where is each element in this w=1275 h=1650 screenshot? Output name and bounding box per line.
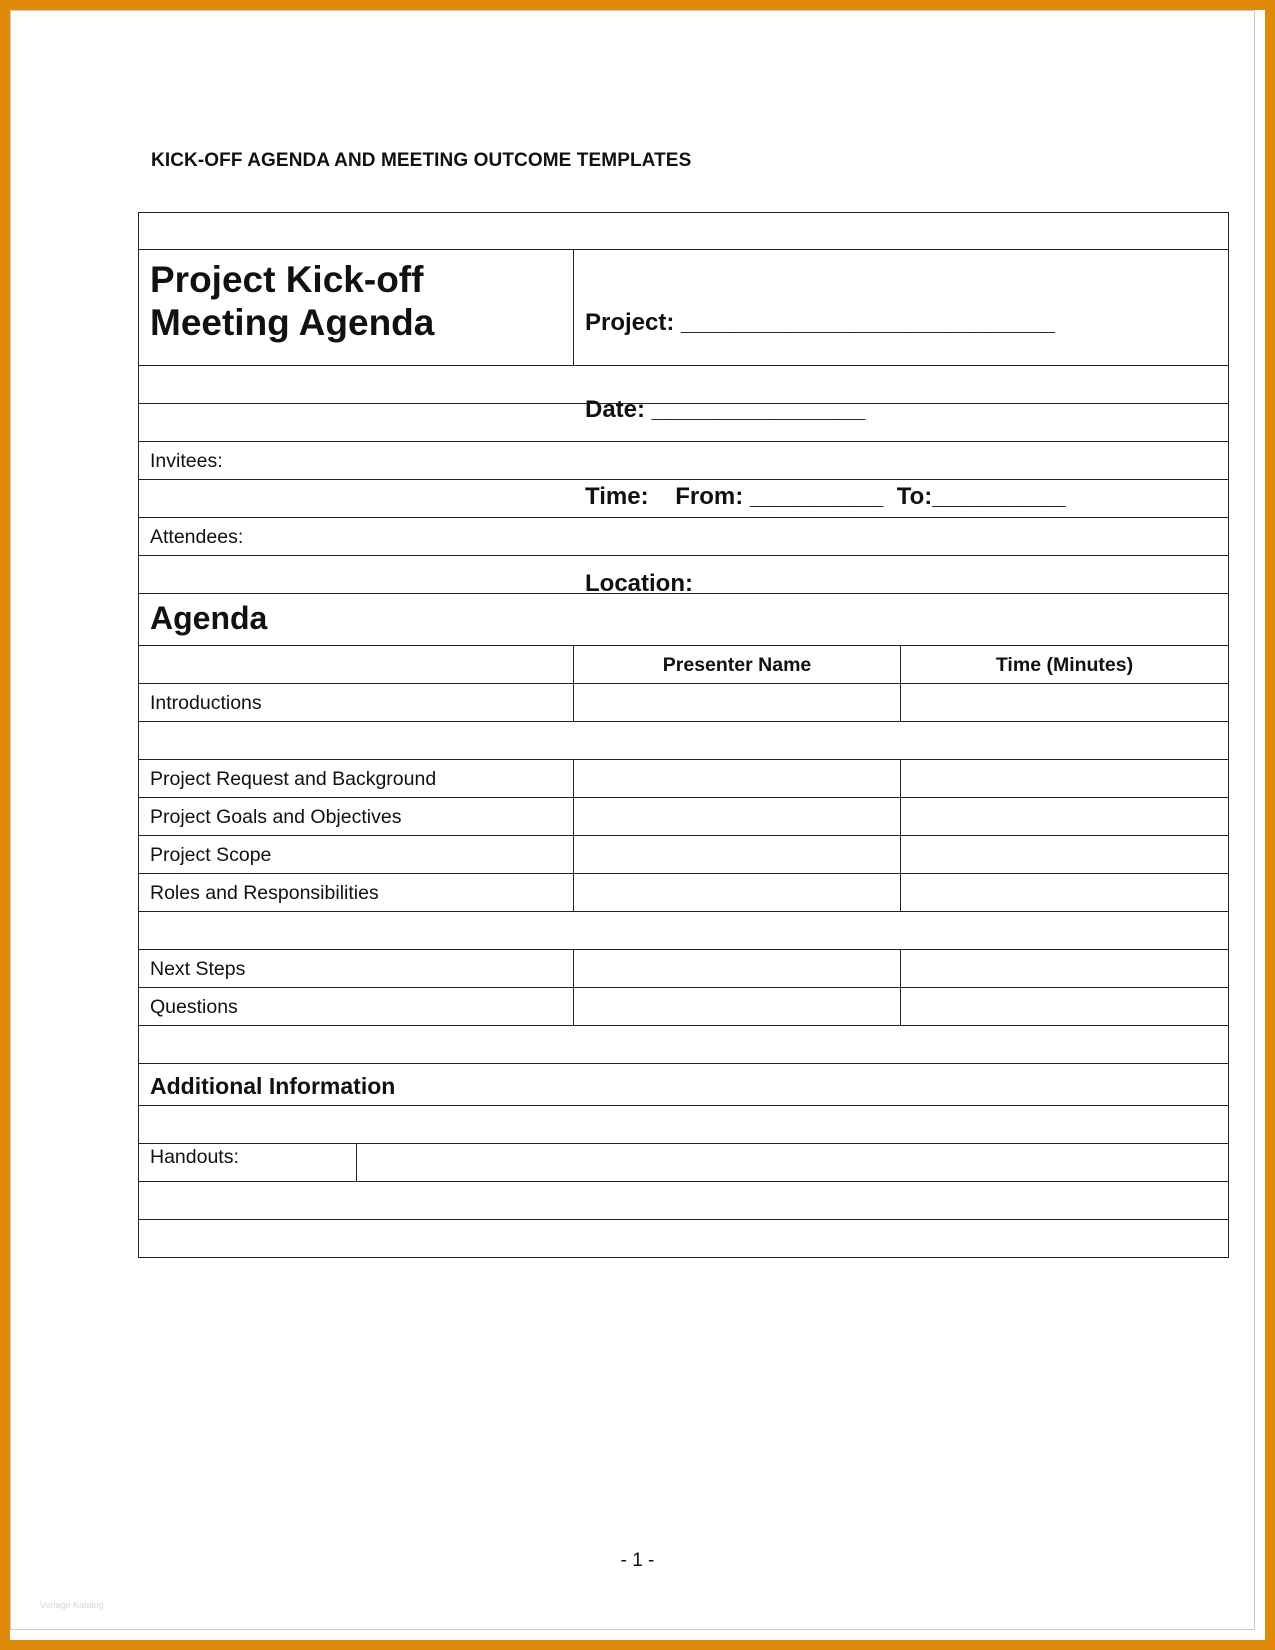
time-cell[interactable] [901, 950, 1228, 987]
form-row-empty [138, 480, 1229, 518]
location-field[interactable]: Location: ____________________________ [585, 570, 1074, 597]
agenda-item-cell [139, 798, 574, 835]
page-number: - 1 - [620, 1550, 655, 1571]
time-minutes-header: Time (Minutes) [995, 654, 1134, 676]
presenter-cell[interactable] [574, 836, 901, 873]
invitees-row[interactable] [138, 442, 1229, 480]
watermark: Vorlage Katalog [40, 1600, 104, 1610]
presenter-cell[interactable] [574, 988, 901, 1025]
presenter-cell[interactable] [574, 798, 901, 835]
agenda-row-questions [138, 988, 1229, 1026]
agenda-row-request [138, 760, 1229, 798]
agenda-row-goals [138, 798, 1229, 836]
agenda-item-cell [139, 760, 574, 797]
form-title [150, 258, 434, 344]
meeting-details-cell [574, 250, 1228, 597]
agenda-column-header-row [138, 646, 1229, 684]
agenda-item-cell [139, 684, 574, 721]
form-row-empty [138, 212, 1229, 250]
time-header-cell [901, 646, 1228, 683]
form-title-line-1: Project Kick-off [150, 259, 424, 300]
agenda-item-cell [139, 836, 574, 873]
presenter-cell[interactable] [574, 874, 901, 911]
time-cell[interactable] [901, 988, 1228, 1025]
agenda-row-roles [138, 874, 1229, 912]
time-field[interactable]: Time: From: __________ To:__________ [585, 483, 1066, 510]
agenda-form [138, 212, 1229, 1258]
agenda-item-label: Project Request and Background [150, 768, 437, 790]
agenda-item-label: Introductions [150, 692, 262, 714]
form-row-empty [138, 404, 1229, 442]
form-row-empty [138, 722, 1229, 760]
form-row-empty [138, 1026, 1229, 1064]
time-cell[interactable] [901, 874, 1228, 911]
agenda-heading-row [138, 594, 1229, 646]
handouts-label: Handouts: [150, 1146, 239, 1168]
form-row-empty [138, 1220, 1229, 1258]
presenter-header-cell [574, 646, 901, 683]
attendees-row[interactable] [138, 518, 1229, 556]
agenda-item-cell [139, 874, 574, 911]
time-cell[interactable] [901, 798, 1228, 835]
agenda-item-header-cell [139, 646, 574, 683]
agenda-item-label: Questions [150, 996, 238, 1018]
agenda-item-label: Project Goals and Objectives [150, 806, 402, 828]
presenter-name-header: Presenter Name [662, 654, 812, 676]
form-row-empty [138, 556, 1229, 594]
project-field[interactable]: Project: ____________________________ [585, 309, 1055, 336]
agenda-item-label: Roles and Responsibilities [150, 882, 379, 904]
agenda-item-label: Next Steps [150, 958, 246, 980]
form-row-empty [138, 912, 1229, 950]
handouts-row [138, 1144, 1229, 1182]
agenda-row-scope [138, 836, 1229, 874]
form-row-empty [138, 1182, 1229, 1220]
agenda-item-cell [139, 950, 574, 987]
presenter-cell[interactable] [574, 684, 901, 721]
agenda-heading: Agenda [150, 600, 268, 636]
invitees-label: Invitees: [150, 450, 223, 472]
time-cell[interactable] [901, 684, 1228, 721]
additional-info-heading: Additional Information [150, 1073, 396, 1099]
form-row-empty [138, 366, 1229, 404]
form-title-line-2: Meeting Agenda [150, 302, 435, 343]
presenter-cell[interactable] [574, 760, 901, 797]
presenter-cell[interactable] [574, 950, 901, 987]
agenda-row-next-steps [138, 950, 1229, 988]
time-cell[interactable] [901, 760, 1228, 797]
form-row-empty [138, 1106, 1229, 1144]
agenda-row-introductions [138, 684, 1229, 722]
agenda-item-cell [139, 988, 574, 1025]
form-title-cell [139, 250, 574, 365]
handouts-value-cell[interactable] [357, 1144, 1228, 1181]
attendees-label: Attendees: [150, 526, 244, 548]
agenda-item-label: Project Scope [150, 844, 272, 866]
document-title: KICK-OFF AGENDA AND MEETING OUTCOME TEMPLATES [151, 150, 692, 171]
time-cell[interactable] [901, 836, 1228, 873]
date-field[interactable]: Date: ________________ [585, 396, 866, 423]
additional-info-heading-row [138, 1064, 1229, 1106]
handouts-label-cell [139, 1144, 357, 1181]
